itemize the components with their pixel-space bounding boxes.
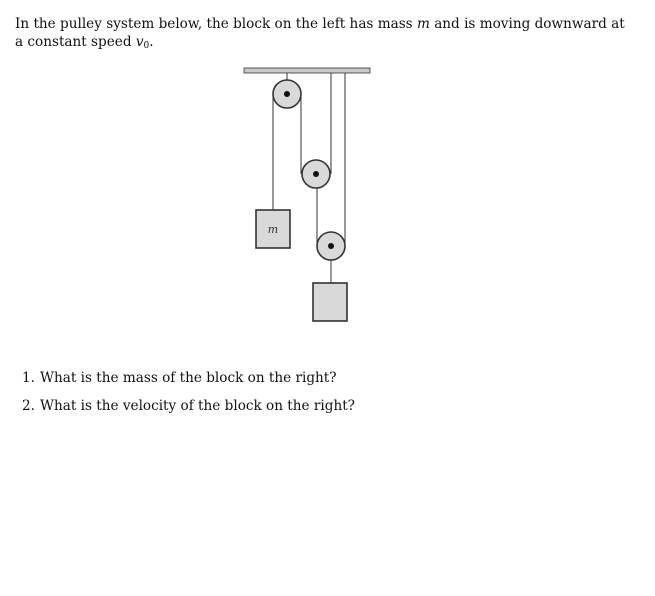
right-block xyxy=(313,283,347,321)
problem-end-text: . xyxy=(149,33,154,50)
question-item xyxy=(22,364,355,392)
question-number: 2. xyxy=(22,398,35,414)
lower-pulley-axle xyxy=(328,243,334,249)
middle-pulley-axle xyxy=(313,171,319,177)
question-item xyxy=(22,392,355,420)
problem-intro-text: In the pulley system below, the block on the left has mass xyxy=(15,16,417,32)
question-number: 1. xyxy=(22,370,35,386)
lower-pulley xyxy=(317,232,345,260)
question-list xyxy=(22,364,355,420)
left-block-label: m xyxy=(267,223,279,236)
ceiling xyxy=(244,68,370,73)
mass-symbol: m xyxy=(416,16,430,32)
middle-pulley xyxy=(302,160,330,188)
question-text: What is the velocity of the block on the right? xyxy=(40,398,355,414)
top-pulley xyxy=(273,80,301,108)
top-pulley-axle xyxy=(284,91,290,97)
problem-middle-text: and is moving downward at a constant speed xyxy=(15,16,625,50)
velocity-symbol: v xyxy=(135,33,144,50)
velocity-subscript: 0 xyxy=(143,40,150,51)
question-text: What is the mass of the block on the right? xyxy=(40,370,337,386)
